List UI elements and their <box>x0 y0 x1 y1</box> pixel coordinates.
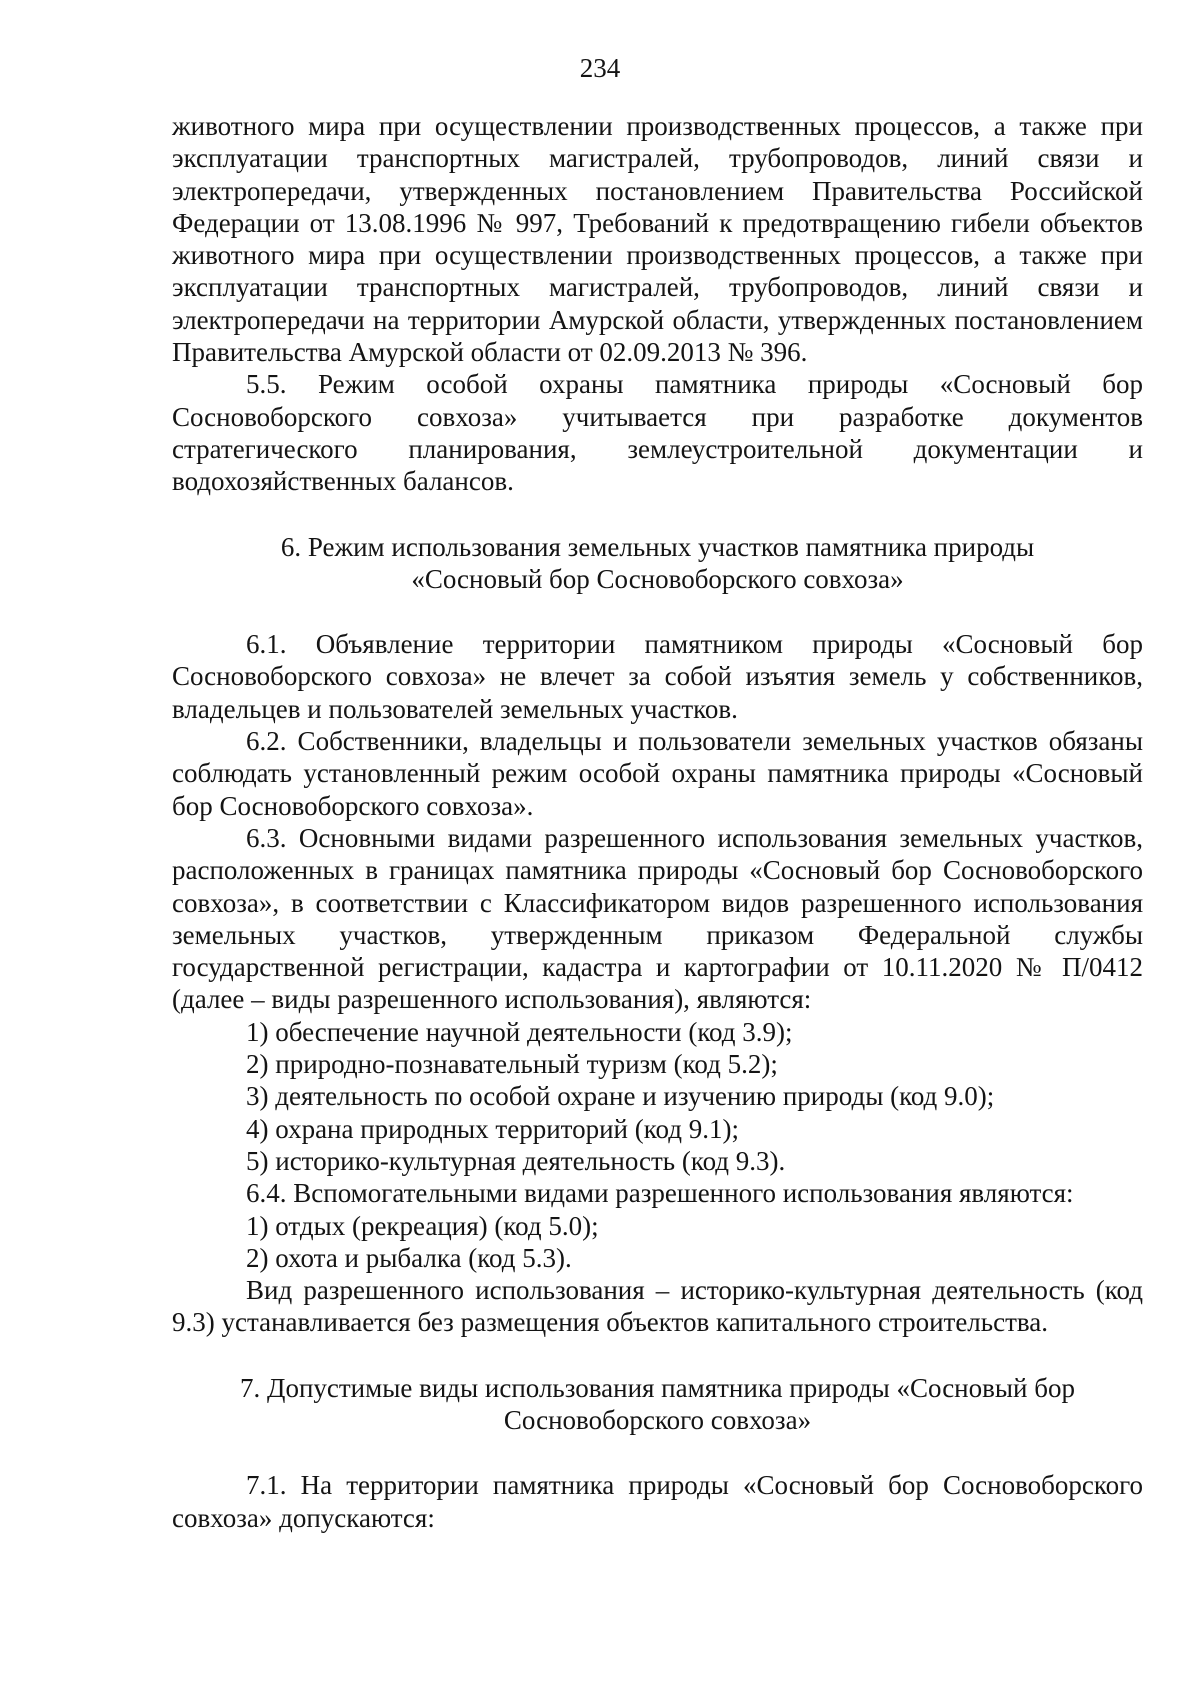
spacer <box>172 1339 1143 1372</box>
paragraph-6-2: 6.2. Собственники, владельцы и пользователи земельных участков обязаны соблюдать установленный режим особой охраны памятника природы «Сосновый бор Сосновоборского совхоза». <box>172 726 1143 821</box>
list-item-main-use-1: 1) обеспечение научной деятельности (код 3.9); <box>246 1016 793 1047</box>
paragraph-6-1: 6.1. Объявление территории памятником природы «Сосновый бор Сосновоборского совхоза» не влечет за собой изъятия земель у собственников, владельцев и пользователей земельных участков. <box>172 629 1143 724</box>
paragraph-note: Вид разрешенного использования – историко-культурная деятельность (код 9.3) устанавливается без размещения объектов капитального строительства. <box>172 1275 1143 1338</box>
list-item-main-use-2: 2) природно-познавательный туризм (код 5.2); <box>246 1049 778 1080</box>
paragraph-7-1: 7.1. На территории памятника природы «Сосновый бор Сосновоборского совхоза» допускаются: <box>172 1470 1143 1533</box>
section-7-heading-line-1: 7. Допустимые виды использования памятника природы «Сосновый бор <box>240 1372 1075 1403</box>
paragraph-5-5: 5.5. Режим особой охраны памятника природы «Сосновый бор Сосновоборского совхоза» учитывается при разработке документов стратегического планирования, землеустроительной документации и водохозяйственных балансов. <box>172 369 1143 497</box>
list-item-main-use-5: 5) историко-культурная деятельность (код 9.3). <box>246 1145 786 1176</box>
list-item-aux-use-2: 2) охота и рыбалка (код 5.3). <box>246 1242 572 1273</box>
page-number: 234 <box>579 53 621 83</box>
spacer <box>172 498 1143 531</box>
document-body <box>172 110 1143 1534</box>
section-6-heading-line-2: «Сосновый бор Сосновоборского совхоза» <box>411 563 904 594</box>
paragraph-6-4: 6.4. Вспомогательными видами разрешенного использования являются: <box>246 1178 1074 1209</box>
spacer <box>172 1436 1143 1469</box>
list-item-aux-use-1: 1) отдых (рекреация) (код 5.0); <box>246 1210 599 1241</box>
section-7-heading-line-2: Сосновоборского совхоза» <box>503 1404 812 1435</box>
list-item-main-use-4: 4) охрана природных территорий (код 9.1); <box>246 1113 739 1144</box>
list-item-main-use-3: 3) деятельность по особой охране и изучению природы (код 9.0); <box>246 1081 995 1112</box>
paragraph-continuation: животного мира при осуществлении производственных процессов, а также при эксплуатации транспортных магистралей, трубопроводов, линий связи и электропередачи, утвержденных постановлением Правительства Российской Федерации от 13.08.1996 № 997, Требований к предотвращению гибели объектов животного мира при осуществлении производственных процессов, а также при эксплуатации транспортных магистралей, трубопроводов, линий связи и электропередачи на территории Амурской области, утвержденных постановлением Правительства Амурской области от 02.09.2013 № 396. <box>172 111 1143 368</box>
spacer <box>172 595 1143 628</box>
section-6-heading-line-1: 6. Режим использования земельных участков памятника природы <box>280 531 1035 562</box>
paragraph-6-3: 6.3. Основными видами разрешенного использования земельных участков, расположенных в границах памятника природы «Сосновый бор Сосновоборского совхоза», в соответствии с Классификатором видов разрешенного использования земельных участков, утвержденным приказом Федеральной службы государственной регистрации, кадастра и картографии от 10.11.2020 № П/0412 (далее – виды разрешенного использования), являются: <box>172 822 1143 1015</box>
